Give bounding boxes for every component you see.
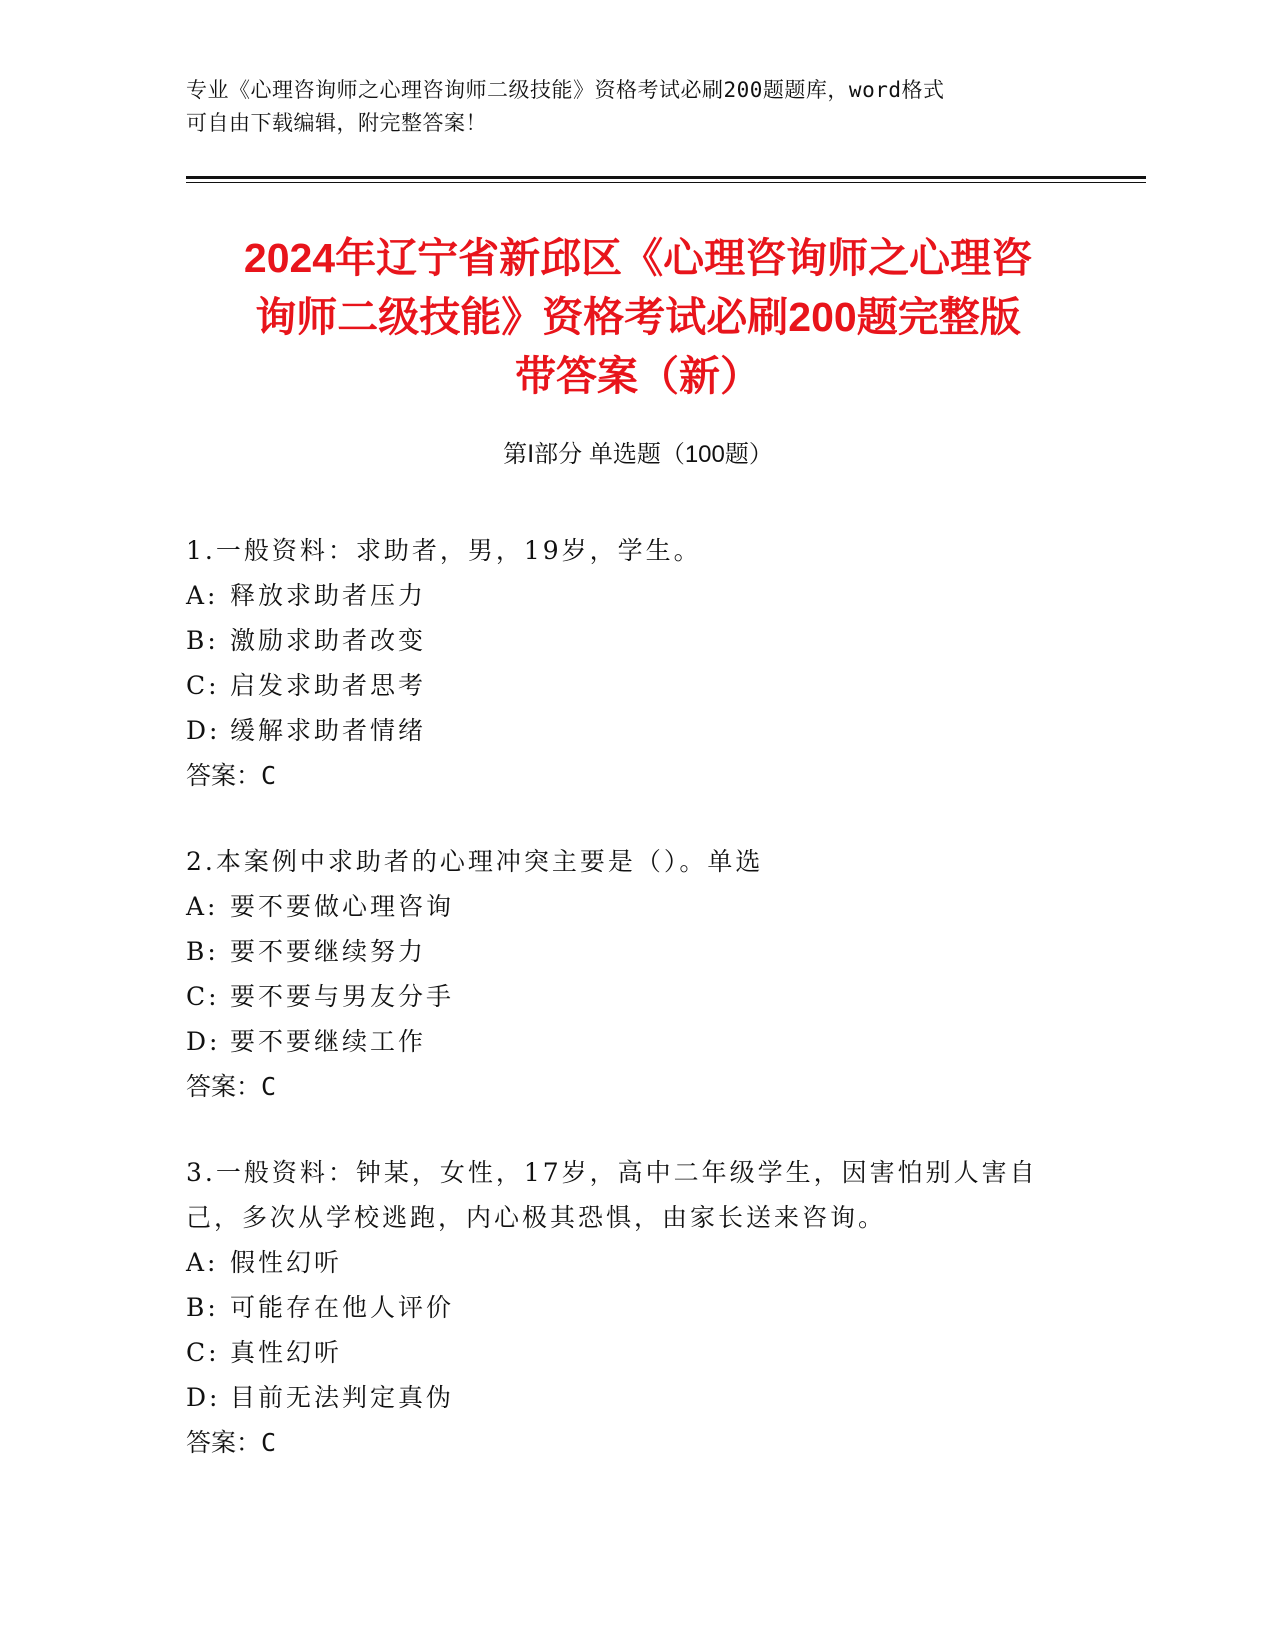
- option-d: [186, 1375, 1086, 1420]
- option-b: [186, 929, 1086, 974]
- option-text: 激励求助者改变: [230, 626, 427, 655]
- header-note-line2: 可自由下载编辑，附完整答案！: [186, 111, 487, 135]
- question-stem: 2.本案例中求助者的心理冲突主要是（）。单选: [186, 847, 764, 876]
- option-text: 启发求助者思考: [230, 671, 427, 700]
- header-note: [186, 74, 1086, 140]
- answer-line: [186, 753, 1086, 799]
- title-line2: 询师二级技能》资格考试必刷200题完整版: [255, 294, 1021, 340]
- option-a: [186, 1240, 1086, 1285]
- answer-value: C: [261, 1072, 277, 1101]
- option-text: 假性幻听: [230, 1248, 343, 1277]
- answer-line: [186, 1420, 1086, 1466]
- question-1: [186, 528, 1086, 799]
- option-key: D:: [186, 716, 221, 745]
- option-key: D:: [186, 1383, 221, 1412]
- option-text: 要不要继续工作: [230, 1027, 427, 1056]
- option-key: B:: [186, 1293, 219, 1322]
- answer-value: C: [261, 1428, 277, 1457]
- option-b: [186, 1285, 1086, 1330]
- option-key: D:: [186, 1027, 221, 1056]
- section-heading: 第Ⅰ部分 单选题（100题）: [503, 441, 773, 468]
- option-d: [186, 708, 1086, 753]
- header-rule-thin: [186, 182, 1146, 183]
- header-rule-thick: [186, 176, 1146, 179]
- option-b: [186, 618, 1086, 663]
- question-stem: 1.一般资料：求助者，男，19岁，学生。: [186, 536, 702, 565]
- option-key: A:: [186, 892, 219, 921]
- option-key: C:: [186, 982, 220, 1011]
- option-key: C:: [186, 1338, 220, 1367]
- answer-label: 答案：: [186, 1429, 262, 1457]
- option-text: 可能存在他人评价: [230, 1293, 455, 1322]
- option-d: [186, 1019, 1086, 1064]
- header-note-line1: 专业《心理咨询师之心理咨询师二级技能》资格考试必刷200题题库，word格式: [186, 78, 945, 102]
- option-text: 要不要与男友分手: [230, 982, 455, 1011]
- title-line3: 带答案（新）: [515, 353, 761, 399]
- answer-line: [186, 1064, 1086, 1110]
- question-3: [186, 1150, 1086, 1466]
- option-text: 真性幻听: [230, 1338, 343, 1367]
- question-stem: 3.一般资料：钟某，女性，17岁，高中二年级学生，因害怕别人害自己，多次从学校逃跑，内心极其恐惧，由家长送来咨询。: [186, 1158, 1038, 1232]
- option-key: C:: [186, 671, 220, 700]
- option-c: [186, 974, 1086, 1019]
- option-c: [186, 1330, 1086, 1375]
- option-a: [186, 884, 1086, 929]
- option-text: 目前无法判定真伪: [230, 1383, 455, 1412]
- option-text: 要不要做心理咨询: [230, 892, 455, 921]
- option-key: A:: [186, 1248, 219, 1277]
- answer-label: 答案：: [186, 762, 262, 790]
- answer-value: C: [261, 761, 277, 790]
- option-text: 缓解求助者情绪: [230, 716, 427, 745]
- title-line1: 2024年辽宁省新邱区《心理咨询师之心理咨: [243, 235, 1033, 281]
- option-key: B:: [186, 626, 219, 655]
- answer-label: 答案：: [186, 1073, 262, 1101]
- question-list: [186, 528, 1086, 1506]
- document-title: [186, 229, 1090, 406]
- option-text: 要不要继续努力: [230, 937, 427, 966]
- option-a: [186, 573, 1086, 618]
- option-key: A:: [186, 581, 219, 610]
- option-c: [186, 663, 1086, 708]
- option-text: 释放求助者压力: [230, 581, 427, 610]
- option-key: B:: [186, 937, 219, 966]
- question-2: [186, 839, 1086, 1110]
